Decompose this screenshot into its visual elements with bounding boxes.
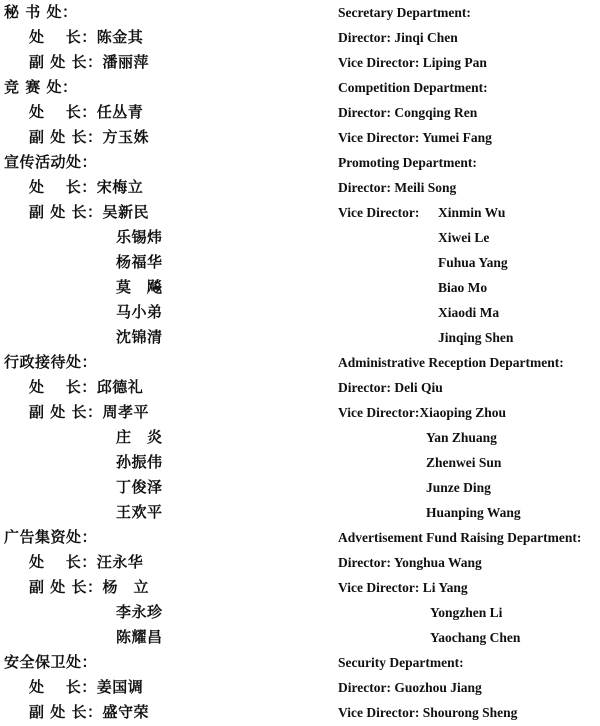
department-row bbox=[0, 0, 600, 25]
vice-director-row bbox=[0, 400, 600, 425]
vice-director-row bbox=[0, 200, 600, 225]
department-name-zh: 宣传活动处： bbox=[4, 153, 98, 171]
director-row bbox=[0, 25, 600, 50]
director-row bbox=[0, 675, 600, 700]
vice-director-en: Vice Director: Shourong Sheng bbox=[338, 705, 518, 720]
director-zh: 处 长：陈金其 bbox=[29, 28, 144, 46]
vice-director-en: Vice Director: Yumei Fang bbox=[338, 130, 492, 145]
vice-director-zh: 副 处 长：周孝平 bbox=[29, 403, 149, 421]
vice-director-row bbox=[0, 500, 600, 525]
vice-director-zh: 王欢平 bbox=[116, 503, 163, 521]
director-zh: 处 长：任丛青 bbox=[29, 103, 144, 121]
department-row bbox=[0, 75, 600, 100]
vice-director-en: Huanping Wang bbox=[426, 505, 521, 520]
vice-director-zh: 丁俊泽 bbox=[116, 478, 163, 496]
vice-director-row bbox=[0, 325, 600, 350]
vice-director-en: Fuhua Yang bbox=[438, 255, 508, 270]
director-en: Director: Deli Qiu bbox=[338, 380, 443, 395]
vice-director-en: Yaochang Chen bbox=[430, 630, 521, 645]
director-zh: 处 长：姜国调 bbox=[29, 678, 144, 696]
director-en: Director: Congqing Ren bbox=[338, 105, 478, 120]
director-en: Director: Guozhou Jiang bbox=[338, 680, 482, 695]
vice-director-zh: 杨福华 bbox=[116, 253, 163, 271]
department-name-en: Advertisement Fund Raising Department: bbox=[338, 530, 582, 545]
vice-director-row bbox=[0, 250, 600, 275]
vice-director-en: Xiwei Le bbox=[438, 230, 490, 245]
vice-director-zh: 马小弟 bbox=[116, 303, 163, 321]
vice-director-zh: 乐锡炜 bbox=[116, 228, 163, 246]
department-name-en: Promoting Department: bbox=[338, 155, 477, 170]
vice-director-name-en: Xinmin Wu bbox=[438, 205, 506, 220]
vice-director-en: Junze Ding bbox=[426, 480, 491, 495]
vice-director-zh: 副 处 长：杨 立 bbox=[29, 578, 149, 596]
vice-director-row bbox=[0, 625, 600, 650]
department-name-zh: 广告集资处： bbox=[4, 528, 98, 546]
department-row bbox=[0, 150, 600, 175]
department-name-zh: 秘 书 处： bbox=[4, 3, 78, 21]
vice-director-row bbox=[0, 450, 600, 475]
vice-director-en: Xiaodi Ma bbox=[438, 305, 500, 320]
vice-director-row bbox=[0, 575, 600, 600]
department-name-en: Secretary Department: bbox=[338, 5, 471, 20]
vice-director-zh: 副 处 长：盛守荣 bbox=[29, 703, 149, 721]
vice-director-en: Yan Zhuang bbox=[426, 430, 497, 445]
vice-director-en: Vice Director: Li Yang bbox=[338, 580, 468, 595]
vice-director-en: Zhenwei Sun bbox=[426, 455, 502, 470]
vice-director-row bbox=[0, 475, 600, 500]
department-name-zh: 竞 赛 处： bbox=[4, 78, 78, 96]
director-row bbox=[0, 375, 600, 400]
vice-director-row bbox=[0, 600, 600, 625]
vice-director-label-en: Vice Director: bbox=[338, 205, 420, 220]
director-row bbox=[0, 550, 600, 575]
vice-director-row bbox=[0, 50, 600, 75]
vice-director-zh: 副 处 长：方玉姝 bbox=[29, 128, 149, 146]
director-en: Director: Jinqi Chen bbox=[338, 30, 458, 45]
department-name-en: Security Department: bbox=[338, 655, 464, 670]
vice-director-row bbox=[0, 425, 600, 450]
vice-director-en: Vice Director:Xiaoping Zhou bbox=[338, 405, 506, 420]
vice-director-row bbox=[0, 125, 600, 150]
director-zh: 处 长：宋梅立 bbox=[29, 178, 144, 196]
vice-director-zh: 庄 炎 bbox=[116, 428, 163, 446]
vice-director-zh: 副 处 长：吴新民 bbox=[29, 203, 149, 221]
vice-director-zh: 沈锦清 bbox=[116, 328, 163, 346]
director-zh: 处 长：邱德礼 bbox=[29, 378, 144, 396]
department-row bbox=[0, 350, 600, 375]
vice-director-zh: 莫 飚 bbox=[116, 278, 163, 296]
vice-director-en: Biao Mo bbox=[438, 280, 488, 295]
vice-director-zh: 副 处 长：潘丽萍 bbox=[29, 53, 149, 71]
director-row bbox=[0, 100, 600, 125]
department-name-zh: 安全保卫处： bbox=[4, 653, 98, 671]
department-name-en: Competition Department: bbox=[338, 80, 488, 95]
vice-director-zh: 陈耀昌 bbox=[116, 628, 163, 646]
vice-director-en: Vice Director: Liping Pan bbox=[338, 55, 487, 70]
department-name-en: Administrative Reception Department: bbox=[338, 355, 564, 370]
vice-director-row bbox=[0, 225, 600, 250]
vice-director-en: Jinqing Shen bbox=[438, 330, 514, 345]
vice-director-zh: 孙振伟 bbox=[116, 453, 163, 471]
department-name-zh: 行政接待处： bbox=[4, 353, 98, 371]
director-row bbox=[0, 175, 600, 200]
director-en: Director: Meili Song bbox=[338, 180, 457, 195]
vice-director-en: Yongzhen Li bbox=[430, 605, 503, 620]
vice-director-row bbox=[0, 275, 600, 300]
vice-director-row bbox=[0, 700, 600, 725]
vice-director-row bbox=[0, 300, 600, 325]
department-row bbox=[0, 650, 600, 675]
director-zh: 处 长：汪永华 bbox=[29, 553, 144, 571]
director-en: Director: Yonghua Wang bbox=[338, 555, 482, 570]
department-row bbox=[0, 525, 600, 550]
vice-director-zh: 李永珍 bbox=[116, 603, 163, 621]
